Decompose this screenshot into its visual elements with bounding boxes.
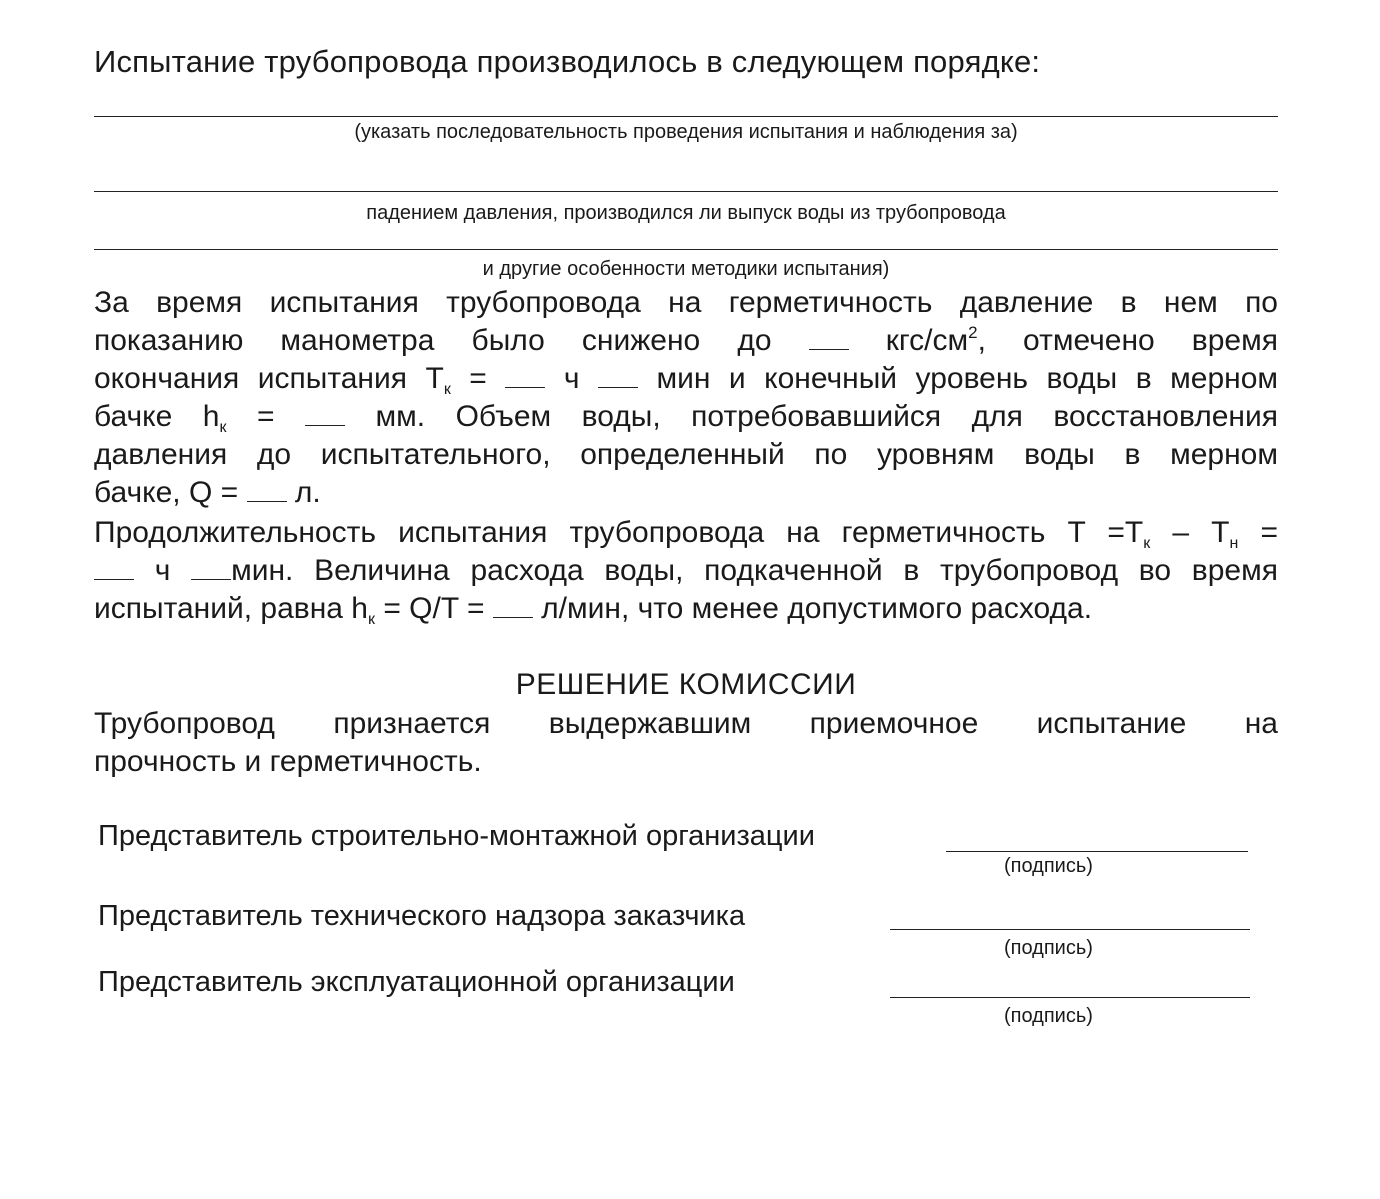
- paragraph-line: [94, 284, 1278, 322]
- subscript: к: [443, 381, 451, 398]
- signature-caption: (подпись): [1004, 937, 1093, 959]
- paragraph-line: [94, 398, 1278, 436]
- paragraph-line: [94, 322, 1278, 360]
- duration-paragraph: [94, 514, 1278, 628]
- water-level-blank[interactable]: [305, 399, 345, 426]
- signature-line-operating[interactable]: [890, 997, 1250, 998]
- text-segment: мм. Объем воды, потребовавшийся для восстановления: [375, 400, 1278, 433]
- signature-caption: (подпись): [1004, 855, 1093, 877]
- duration-hours-blank[interactable]: [94, 553, 134, 580]
- text-segment: ч: [154, 554, 171, 587]
- flow-rate-blank[interactable]: [493, 591, 533, 618]
- paragraph-line: [94, 436, 1278, 474]
- text-segment: прочность и герметичность.: [94, 745, 482, 778]
- decision-paragraph: [94, 705, 1278, 781]
- text-segment: давления до испытательного, определенный по уровням воды в мерном: [94, 438, 1278, 471]
- text-segment: =: [1238, 516, 1278, 549]
- duration-minutes-blank[interactable]: [191, 553, 231, 580]
- end-minutes-blank[interactable]: [598, 361, 638, 388]
- fill-line-caption-3: и другие особенности методики испытания): [482, 258, 890, 280]
- fill-line-3[interactable]: [94, 249, 1278, 250]
- text-segment: окончания испытания T: [94, 362, 444, 395]
- paragraph-line: [94, 552, 1278, 590]
- decision-title: РЕШЕНИЕ КОМИССИИ: [515, 668, 857, 701]
- text-segment: =: [226, 400, 275, 433]
- test-results-paragraph: [94, 284, 1278, 512]
- text-segment: показанию манометра было снижено до: [94, 324, 772, 357]
- fill-line-1[interactable]: [94, 116, 1278, 117]
- subscript: к: [219, 419, 227, 436]
- text-segment: =: [450, 362, 487, 395]
- paragraph-line: [94, 590, 1278, 628]
- text-segment: бачке h: [94, 400, 220, 433]
- text-segment: кгс/см: [885, 324, 969, 357]
- subscript: н: [1229, 535, 1239, 552]
- text-segment: Трубопровод признается выдержавшим приемочное испытание на: [94, 707, 1278, 740]
- text-segment: мин и конечный уровень воды в мерном: [656, 362, 1279, 395]
- text-segment: Продолжительность испытания трубопровода на герметичность T =T: [94, 516, 1144, 549]
- text-segment: мин. Величина расхода воды, подкаченной в трубопровод во время: [231, 554, 1278, 587]
- signature-line-construction[interactable]: [946, 851, 1248, 852]
- text-segment: За время испытания трубопровода на герметичность давление в нем по: [94, 286, 1278, 319]
- end-hours-blank[interactable]: [505, 361, 545, 388]
- paragraph-line: [94, 360, 1278, 398]
- signature-label-construction: Представитель строительно-монтажной организации: [98, 820, 815, 852]
- subscript: к: [367, 611, 375, 628]
- text-segment: л/мин, что менее допустимого расхода.: [541, 592, 1093, 625]
- fill-line-2[interactable]: [94, 191, 1278, 192]
- text-segment: , отмечено время: [977, 324, 1278, 357]
- fill-line-caption-2: падением давления, производился ли выпуск воды из трубопровода: [366, 202, 1006, 224]
- text-segment: = Q/T =: [374, 592, 485, 625]
- pressure-blank[interactable]: [809, 323, 849, 350]
- volume-blank[interactable]: [247, 475, 287, 502]
- text-segment: – T: [1150, 516, 1230, 549]
- signature-line-technical-supervision[interactable]: [890, 929, 1250, 930]
- fill-line-caption-1: (указать последовательность проведения испытания и наблюдения за): [354, 121, 1018, 143]
- paragraph-line: [94, 705, 1278, 743]
- text-segment: л.: [294, 476, 321, 509]
- paragraph-line: [94, 514, 1278, 552]
- text-segment: ч: [563, 362, 580, 395]
- text-segment: испытаний, равна h: [94, 592, 368, 625]
- signature-label-operating: Представитель эксплуатационной организации: [98, 966, 735, 998]
- document-heading: Испытание трубопровода производилось в следующем порядке:: [94, 44, 1041, 79]
- signature-label-technical-supervision: Представитель технического надзора заказчика: [98, 900, 746, 932]
- paragraph-line: [94, 474, 1278, 512]
- signature-caption: (подпись): [1004, 1005, 1093, 1027]
- subscript: к: [1143, 535, 1151, 552]
- text-segment: бачке, Q =: [94, 476, 239, 509]
- superscript: 2: [968, 323, 978, 342]
- paragraph-line: [94, 743, 1278, 781]
